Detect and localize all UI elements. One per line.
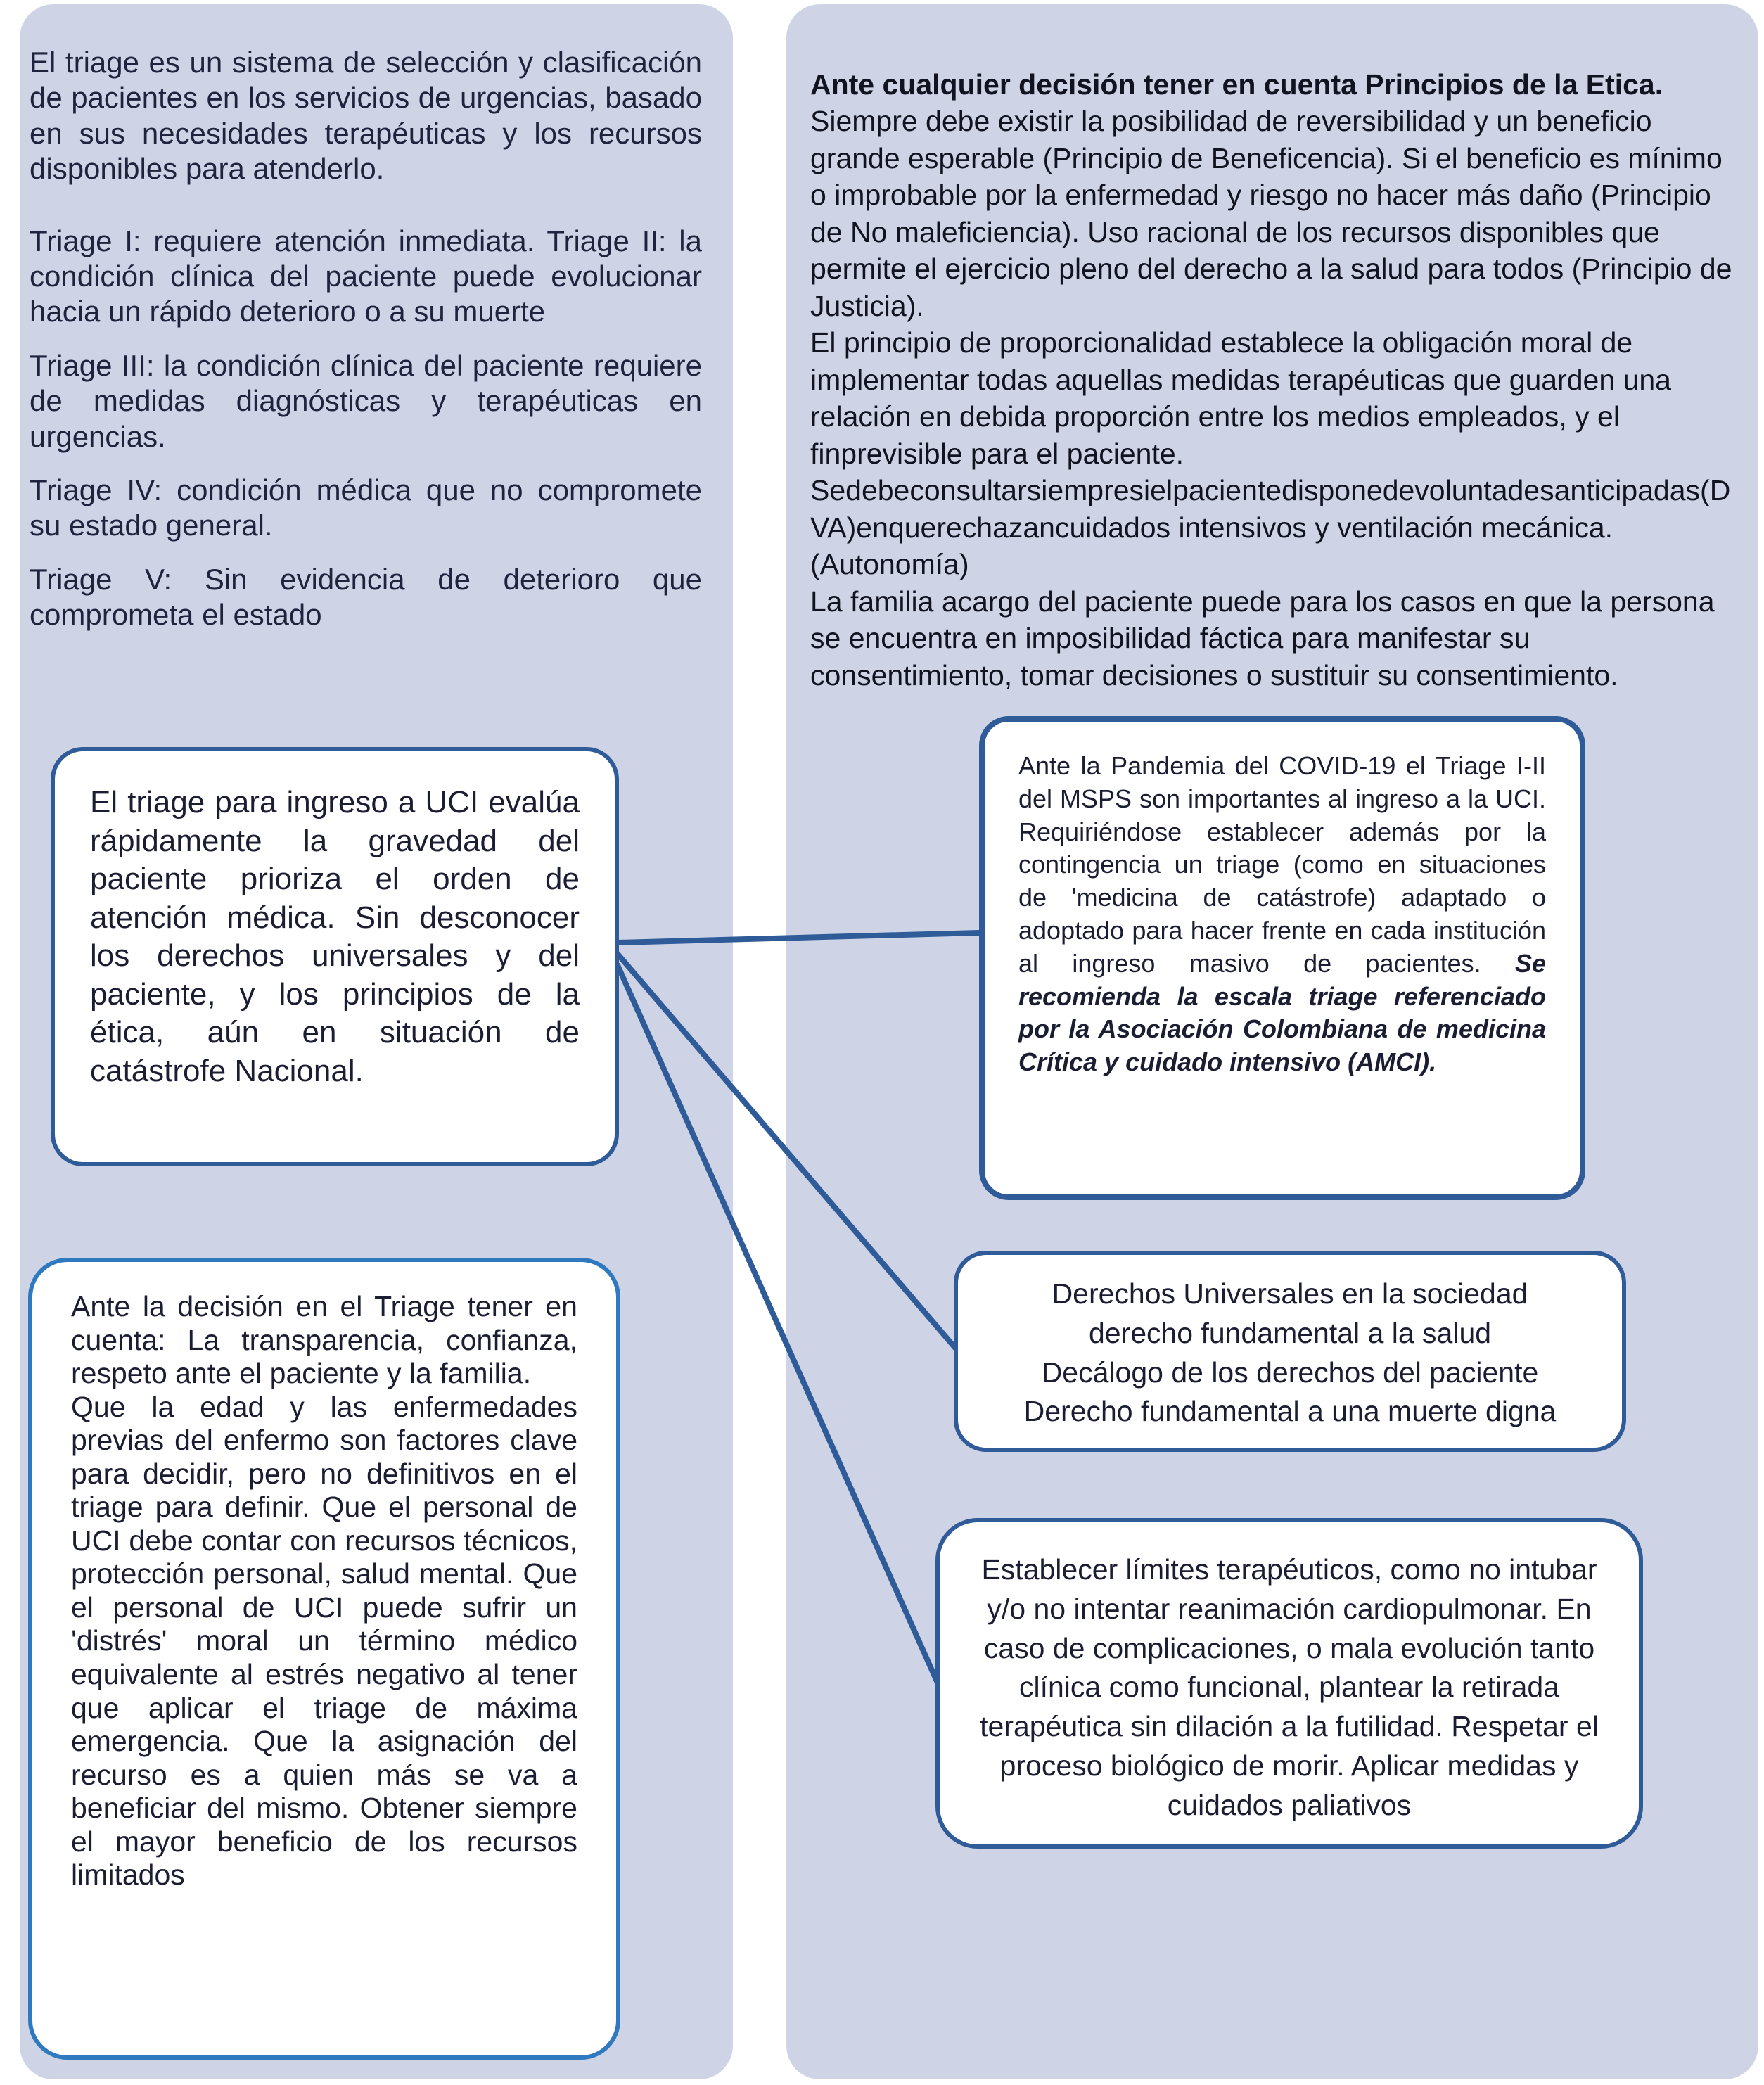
uci-triage-box-text: El triage para ingreso a UCI evalúa rápidamente la gravedad del paciente prioriza el orden de atención médica. Sin desconocer los derechos universales y del paciente, y los principios de la ética, aún en situación de catástrofe Nacional. (90, 785, 580, 1088)
triage-decision-box (28, 1258, 620, 2060)
ethics-paragraph-autonomia: Sedebeconsultarsiempresielpacientedisponedevoluntadesanticipadas(DVA)enquerechazancuidados intensivos y ventilación mecánica. (Autonomía) (810, 474, 1731, 581)
triage-level-4: Triage IV: condición médica que no compromete su estado general. (30, 473, 702, 542)
decision-box-paragraph-1: Ante la decisión en el Triage tener en cuenta: La transparencia, confianza, respeto ante el paciente y la familia. (71, 1290, 577, 1390)
covid-box-main-text: Ante la Pandemia del COVID-19 el Triage I-II del MSPS son importantes al ingreso a la UCI. Requiriéndose establecer además por la contingencia un triage (como en situaciones de 'medicina de catástrofe) adaptado o adoptado para hacer frente en cada institución al ingreso masivo de pacientes. (1018, 751, 1546, 978)
decision-box-paragraph-2: Que la edad y las enfermedades previas del enfermo son factores clave para decidir, pero no definitivos en el triage para definir. Que el personal de UCI debe contar con recursos técnicos, protección personal, salud mental. Que el personal de UCI puede sufrir un 'distrés' moral un término médico equivalente al estrés negativo al tener que aplicar el triage de máxima emergencia. Que la asignación del recurso es a quien más se va a beneficiar del mismo. Obtener siempre el mayor beneficio de los recursos limitados (71, 1390, 577, 1892)
ethics-paragraph-familia: La familia acargo del paciente puede para los casos en que la persona se encuentra en imposibilidad fáctica para manifestar su consentimiento, tomar decisiones o sustituir su consentimiento. (810, 585, 1715, 691)
universal-rights-box (954, 1251, 1626, 1452)
rights-line-decalogo: Decálogo de los derechos del paciente (1041, 1356, 1539, 1389)
triage-level-5: Triage V: Sin evidencia de deterioro que comprometa el estado (30, 562, 702, 632)
covid-pandemic-box (979, 716, 1585, 1200)
uci-triage-box (51, 747, 619, 1166)
covid-box-amci-recommendation: Se recomienda la escala triage referenciado por la Asociación Colombiana de medicina Crítica y cuidado intensivo (AMCI). (1018, 948, 1546, 1077)
rights-line-salud: derecho fundamental a la salud (1088, 1316, 1492, 1349)
limits-box-text: Establecer límites terapéuticos, como no intubar y/o no intentar reanimación cardiopulmonar. En caso de complicaciones, o mala evolución tanto clínica como funcional, plantear la retirada terapéutica sin dilación a la futilidad. Respetar el proceso biológico de morir. Aplicar medidas y cuidados paliativos (980, 1553, 1599, 1821)
rights-line-universal: Derechos Universales en la sociedad (1052, 1277, 1528, 1310)
left-panel-text-block (20, 4, 733, 632)
triage-level-3: Triage III: la condición clínica del paciente requiere de medidas diagnósticas y terapéuticas en urgencias. (30, 348, 702, 453)
ethics-text-block (786, 4, 1758, 694)
ethics-paragraph-beneficencia: Siempre debe existir la posibilidad de reversibilidad y un beneficio grande esperable (Principio de Beneficencia). Si el beneficio es mínimo o improbable por la enfermedad y riesgo no hacer más daño (Principio de No maleficiencia). Uso racional de los recursos disponibles que permite el ejercicio pleno del derecho a la salud para todos (Principio de Justicia). (810, 105, 1732, 322)
therapeutic-limits-box (935, 1518, 1643, 1849)
triage-level-1-2: Triage I: requiere atención inmediata. Triage II: la condición clínica del paciente puede evolucionar hacia un rápido deterioro o a su muerte (30, 224, 702, 329)
rights-line-muerte-digna: Derecho fundamental a una muerte digna (1023, 1395, 1557, 1428)
ethics-heading: Ante cualquier decisión tener en cuenta Principios de la Etica. (810, 68, 1663, 101)
triage-intro-paragraph: El triage es un sistema de selección y clasificación de pacientes en los servicios de urgencias, basado en sus necesidades terapéuticas y los recursos disponibles para atenderlo. (30, 46, 702, 186)
ethics-paragraph-proporcionalidad: El principio de proporcionalidad establece la obligación moral de implementar todas aquellas medidas terapéuticas que guarden una relación en debida proporción entre los medios empleados, y el finprevisible para el paciente. (810, 326, 1671, 470)
